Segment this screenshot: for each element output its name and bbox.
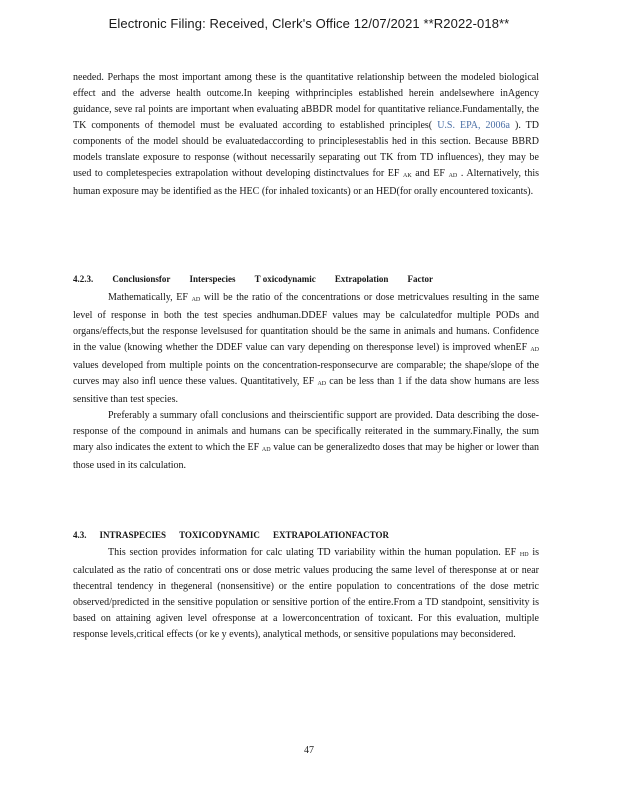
heading-word: EXTRAPOLATIONFACTOR <box>272 530 389 540</box>
text-span: This section provides information for calc ulating TD variability within the human population. EF <box>108 547 517 558</box>
text-span: is calculated as the ratio of concentrati ons or dose metric values producing the same level of theresponse at or near thecentral tendency in thegeneral (nonsensitive) or the entire population to concentrations of the dose metric observed/predicted in the sensitive population or sensitive portion of the entire.From a TD standpoint, sensitivity is based on attaining agiven level ofresponse at a lowerconcentration of toxicant. For this evaluation, multiple response levels,critical effects (or ke y events), analytical methods, or sensitive populations may beconsidered. <box>73 547 540 640</box>
paragraph-mathematically <box>73 290 539 408</box>
paragraph-intro <box>73 70 539 200</box>
section-number: 4.2.3. <box>73 274 94 284</box>
heading-word: Conclusionsfor <box>112 274 171 284</box>
subscript: AD <box>530 347 539 353</box>
heading-word: Factor <box>407 274 433 284</box>
subscript: HD <box>519 552 529 558</box>
subscript: AK <box>403 173 412 179</box>
text-span: value can be generalizedto doses that may be higher or lower than those used in its calculation. <box>73 442 540 471</box>
text-span: values developed from multiple points on the concentration-responsecurve are comparable; the shape/slope of the curves may also infl uence these values. Quantitatively, EF <box>73 360 539 387</box>
subscript: AD <box>448 173 458 179</box>
subscript: AD <box>191 297 201 303</box>
text-span: needed. Perhaps the most important among these is the quantitative relationship between the modeled biological effect and the adverse health outcome.In keeping withprinciples established herein andelsewhere inAgency guidance, seve ral points are important when evaluating aBBDR model for quantitative reliance.Fundamentally, the TK components of themodel must be evaluated according to established principles( <box>73 72 539 131</box>
paragraph-bbdr <box>73 70 539 200</box>
text-span: and EF <box>415 168 445 179</box>
paragraph-intraspecies <box>73 545 539 643</box>
heading-word: TOXICODYNAMIC <box>179 530 260 540</box>
heading-word: Interspecies <box>189 274 236 284</box>
text-span: can be less than 1 if the data show humans are less sensitive than test species. <box>73 376 540 405</box>
section-4-2-3-body <box>73 290 539 474</box>
subscript: AD <box>317 381 327 387</box>
citation-link[interactable]: U.S. EPA, 2006a <box>437 120 510 131</box>
text-span: will be the ratio of the concentrations or dose metricvalues resulting in the same level of response in both the test species andhuman.DDEF values may be calculatedfor multiple PODs and organs/effects,but the response levelsused for quantitation should be the same in animals and humans. Confidence in the value (knowing whether the DDEF value can vary depending on theresponse level) is improved whenEF <box>73 292 540 353</box>
subscript: AD <box>261 447 271 453</box>
text-span: Mathematically, EF <box>108 292 188 303</box>
heading-word: INTRASPECIES <box>99 530 167 540</box>
text-span: ). TD components of the model should be evaluatedaccording to principlesestablis hed in this section. Because BBRD models translate exposure to response (without necessarily separating out TK from TD influences), they may be used to completespecies extrapolation without developing distinctvalues for EF <box>73 120 540 179</box>
heading-word: Extrapolation <box>334 274 389 284</box>
heading-word: T oxicodynamic <box>254 274 316 284</box>
page-number: 47 <box>304 745 314 756</box>
section-4-3-body <box>73 545 539 643</box>
section-number: 4.3. <box>73 530 87 540</box>
section-heading-4-2-3 <box>73 271 433 287</box>
paragraph-preferably <box>73 408 539 474</box>
filing-header: Electronic Filing: Received, Clerk's Office 12/07/2021 **R2022-018** <box>108 16 510 31</box>
section-heading-4-3 <box>73 527 389 543</box>
text-span: Preferably a summary ofall conclusions and theirscientific support are provided. Data describing the dose-response of the compound in animals and humans can be specifically reiterated in the summary.Finally, the sum mary also indicates the extent to which the EF <box>73 410 539 453</box>
text-span: . Alternatively, this human exposure may be identified as the HEC (for inhaled toxicants) or an HED(for orally encountered toxicants). <box>73 168 540 197</box>
